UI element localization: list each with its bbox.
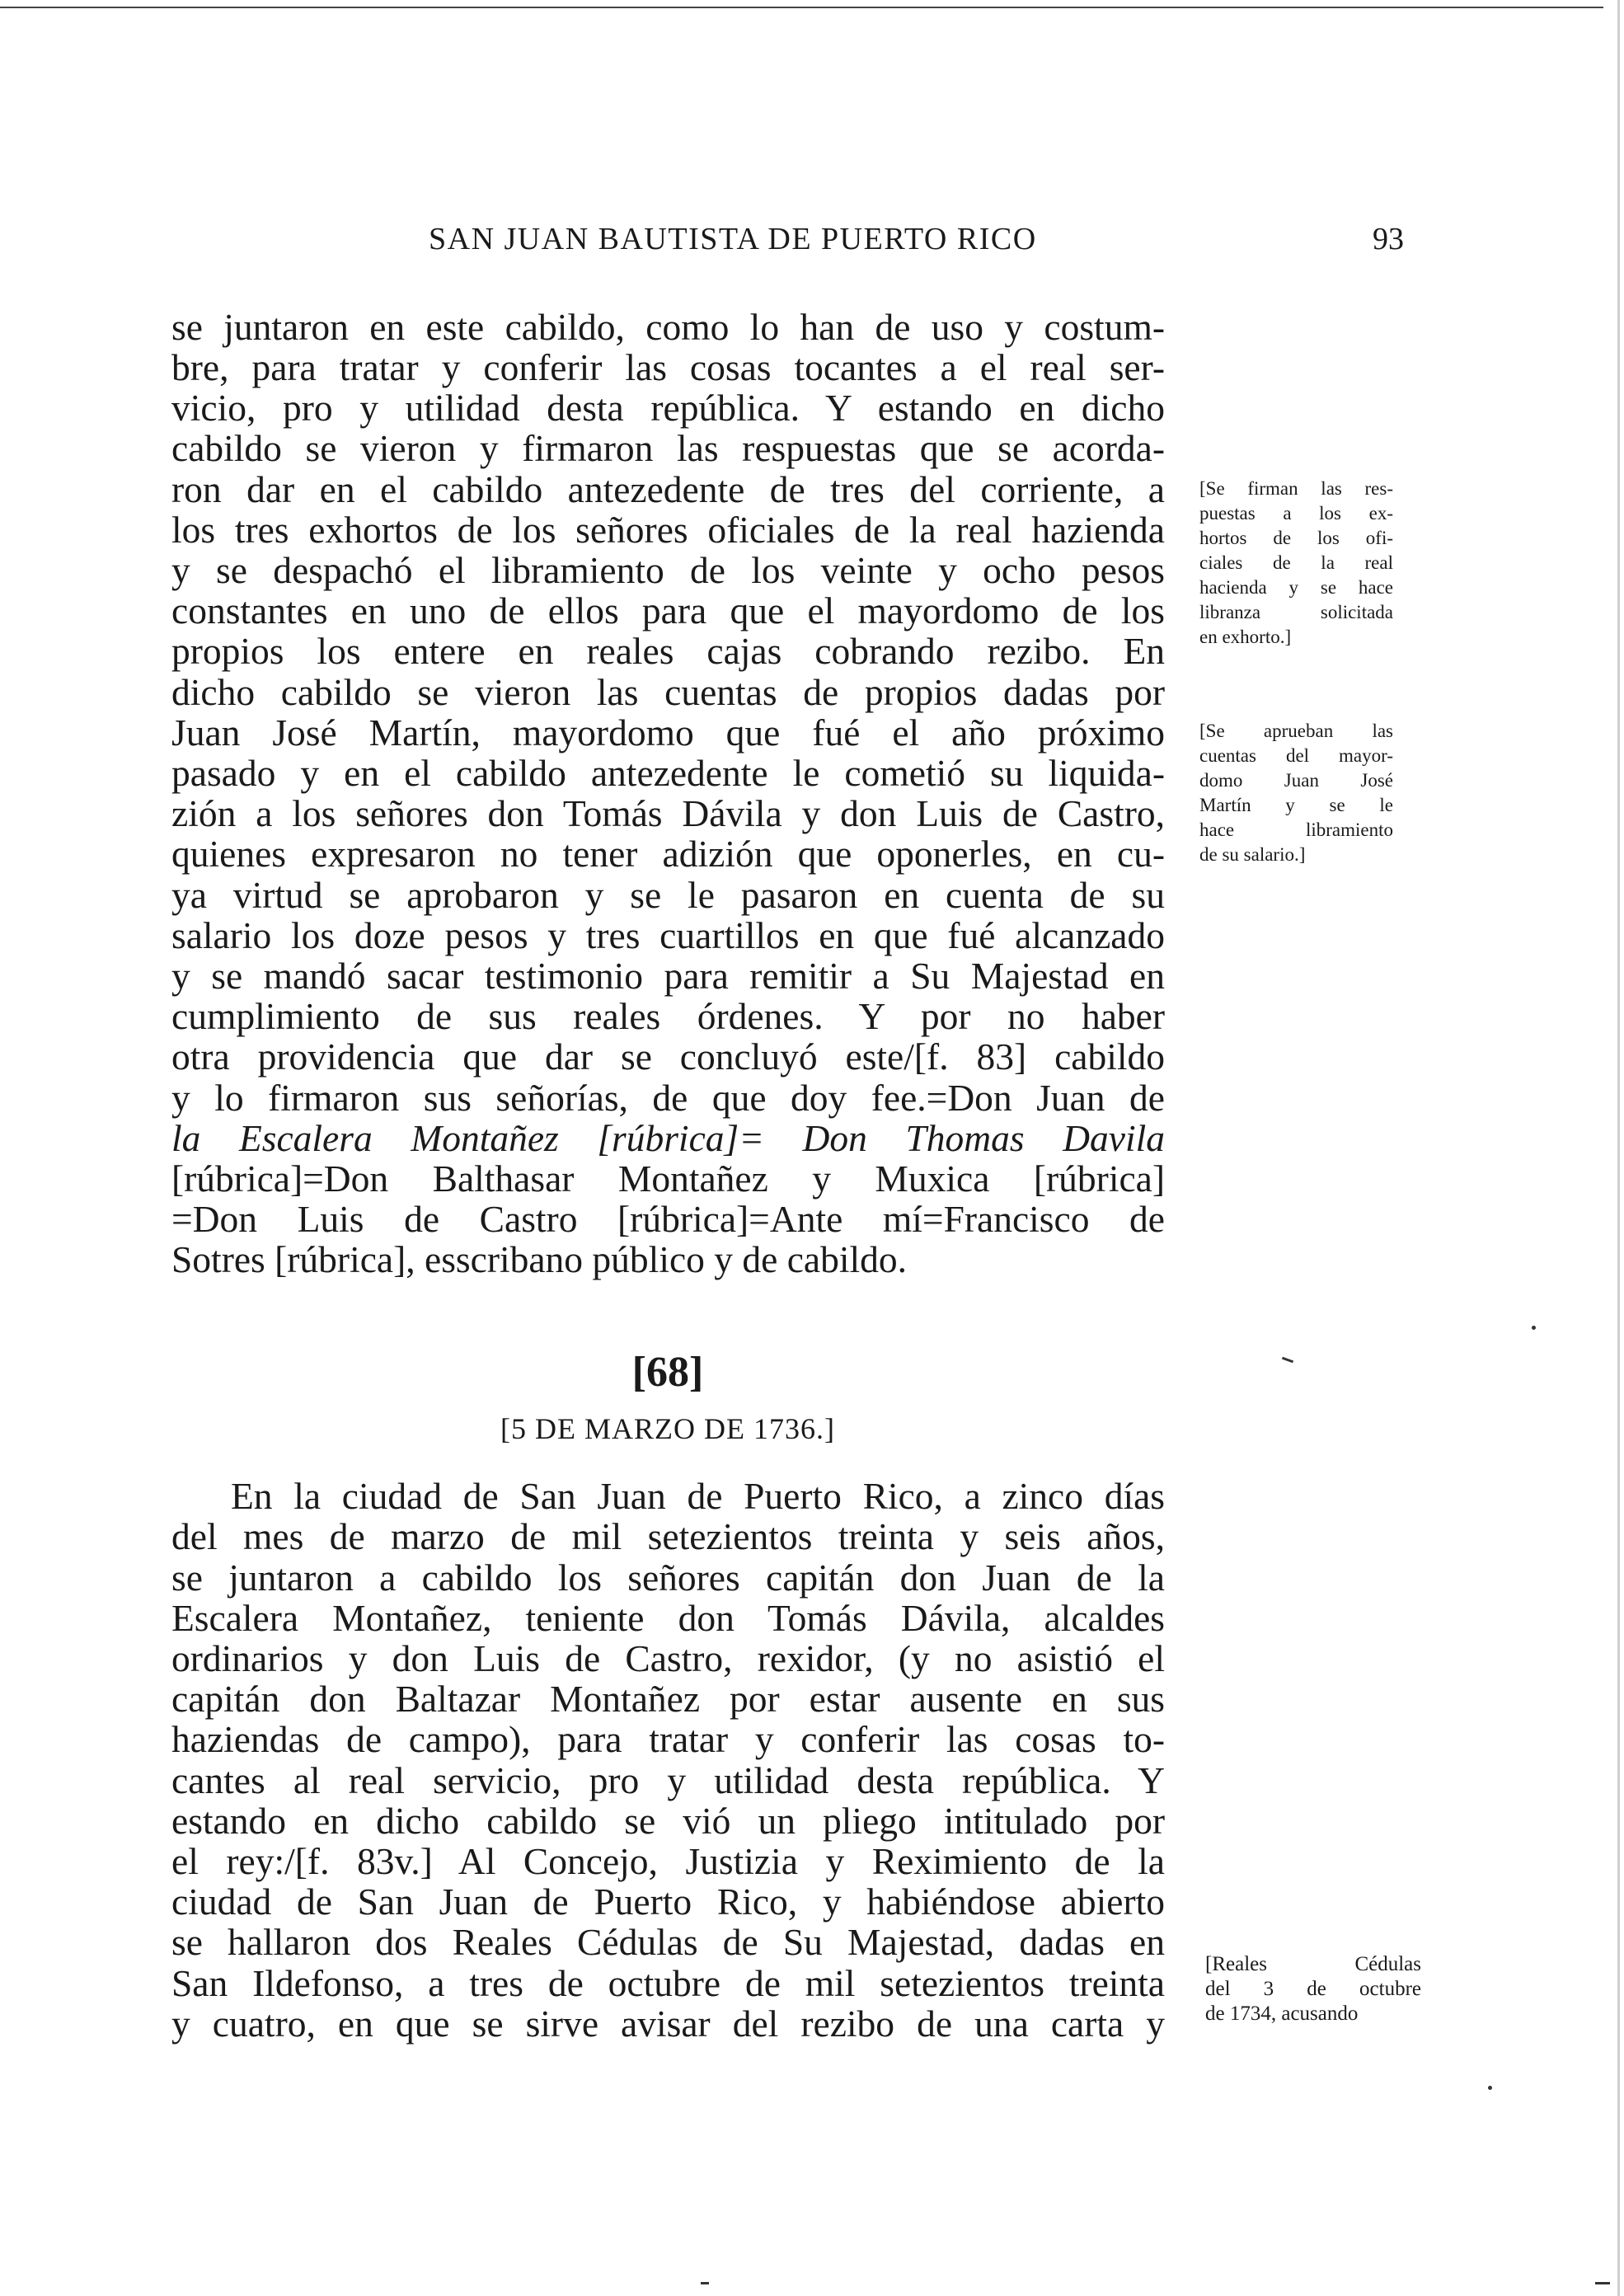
margin-note-line: ciales de la real	[1199, 552, 1393, 573]
body-line: En la ciudad de San Juan de Puerto Rico, a zinco días	[231, 1475, 1165, 1517]
body-line: quienes expresaron no tener adizión que oponerles, en cu-	[171, 833, 1165, 875]
scan-speck	[1488, 2086, 1492, 2090]
body-line: Sotres [rúbrica], esscribano público y de cabildo.	[171, 1238, 908, 1280]
body-line: pasado y en el cabildo antezedente le cometió su liquida-	[171, 752, 1165, 794]
margin-note-line: cuentas del mayor-	[1199, 745, 1393, 766]
body-line: Escalera Montañez, teniente don Tomás Dávila, alcaldes	[171, 1597, 1165, 1639]
body-line: ciudad de San Juan de Puerto Rico, y habiéndose abierto	[171, 1880, 1165, 1923]
body-line: y se despachó el libramiento de los veinte y ocho pesos	[171, 549, 1165, 591]
body-line: el rey:/[f. 83v.] Al Concejo, Justizia y Reximiento de la	[171, 1840, 1165, 1882]
page-edge	[1617, 0, 1620, 2296]
margin-note-line: de su salario.]	[1199, 844, 1306, 865]
body-line: propios los entere en reales cajas cobrando rezibo. En	[171, 630, 1165, 672]
margin-note	[1199, 477, 1393, 650]
body-line: del mes de marzo de mil setezientos treinta y seis años,	[171, 1515, 1165, 1557]
body-line: =Don Luis de Castro [rúbrica]=Ante mí=Francisco de	[171, 1198, 1165, 1240]
body-line: ya virtud se aprobaron y se le pasaron en cuenta de su	[171, 874, 1165, 916]
body-line: San Ildefonso, a tres de octubre de mil setezientos treinta	[171, 1962, 1165, 2004]
body-line: Juan José Martín, mayordomo que fué el año próximo	[171, 711, 1165, 754]
body-line: y lo firmaron sus señorías, de que doy fee.=Don Juan de	[171, 1077, 1165, 1119]
body-line: vicio, pro y utilidad desta república. Y estando en dicho	[171, 387, 1165, 429]
body-line: se juntaron en este cabildo, como lo han de uso y costum-	[171, 306, 1165, 348]
margin-note-line: del 3 de octubre	[1205, 1978, 1421, 2000]
margin-note-line: domo Juan José	[1199, 770, 1393, 791]
body-line: constantes en uno de ellos para que el mayordomo de los	[171, 589, 1165, 632]
margin-note-line: hace libramiento	[1199, 819, 1393, 840]
body-line: dicho cabildo se vieron las cuentas de propios dadas por	[171, 671, 1165, 713]
margin-note	[1199, 719, 1393, 867]
scan-speck	[1532, 1326, 1536, 1330]
body-line: otra providencia que dar se concluyó este/[f. 83] cabildo	[171, 1035, 1165, 1078]
margin-note-line: hortos de los ofi-	[1199, 528, 1393, 548]
body-line: cantes al real servicio, pro y utilidad desta república. Y	[171, 1759, 1165, 1801]
body-line: estando en dicho cabildo se vió un pliego intitulado por	[171, 1800, 1165, 1842]
body-line: [rúbrica]=Don Balthasar Montañez y Muxica [rúbrica]	[171, 1157, 1165, 1200]
margin-note-line: puestas a los ex-	[1199, 503, 1393, 524]
margin-note-line: en exhorto.]	[1199, 627, 1292, 647]
body-line: haziendas de campo), para tratar y conferir las cosas to-	[171, 1718, 1165, 1760]
margin-note-line: libranza solicitada	[1199, 602, 1393, 622]
body-line: cabildo se vieron y firmaron las respuestas que se acorda-	[171, 427, 1165, 469]
body-line: se juntaron a cabildo los señores capitán don Juan de la	[171, 1556, 1165, 1599]
running-header-title: SAN JUAN BAUTISTA DE PUERTO RICO	[429, 222, 1037, 256]
margin-note-line: [Reales Cédulas	[1205, 1953, 1421, 1975]
body-line: los tres exhortos de los señores oficiales de la real hazienda	[171, 509, 1165, 551]
document-date: [5 DE MARZO DE 1736.]	[500, 1412, 835, 1445]
page-number: 93	[1373, 222, 1404, 256]
body-line: bre, para tratar y conferir las cosas tocantes a el real ser-	[171, 346, 1165, 388]
scan-speck	[701, 2282, 709, 2284]
body-line: ron dar en el cabildo antezedente de tres del corriente, a	[171, 468, 1165, 510]
body-line: se hallaron dos Reales Cédulas de Su Majestad, dadas en	[171, 1921, 1165, 1963]
body-line: ordinarios y don Luis de Castro, rexidor, (y no asistió el	[171, 1637, 1165, 1679]
body-line: capitán don Baltazar Montañez por estar ausente en sus	[171, 1678, 1165, 1720]
top-rule	[0, 7, 1603, 8]
body-line: salario los doze pesos y tres cuartillos en que fué alcanzado	[171, 914, 1165, 956]
body-line: y cuatro, en que se sirve avisar del rezibo de una carta y	[171, 2003, 1165, 2045]
margin-note	[1205, 1952, 1421, 2026]
margin-note-line: de 1734, acusando	[1205, 2003, 1359, 2025]
body-line: cumplimiento de sus reales órdenes. Y por no haber	[171, 995, 1165, 1037]
scan-speck	[1595, 2282, 1610, 2284]
body-line: la Escalera Montañez [rúbrica]= Don Thomas Davila	[171, 1117, 1165, 1159]
margin-note-line: Martín y se le	[1199, 795, 1393, 815]
margin-note-line: [Se aprueban las	[1199, 721, 1393, 741]
body-line: zión a los señores don Tomás Dávila y don Luis de Castro,	[171, 792, 1165, 834]
body-line: y se mandó sacar testimonio para remitir a Su Majestad en	[171, 955, 1165, 997]
margin-note-line: [Se firman las res-	[1199, 478, 1393, 499]
document-number: [68]	[631, 1349, 704, 1396]
margin-note-line: hacienda y se hace	[1199, 577, 1393, 598]
